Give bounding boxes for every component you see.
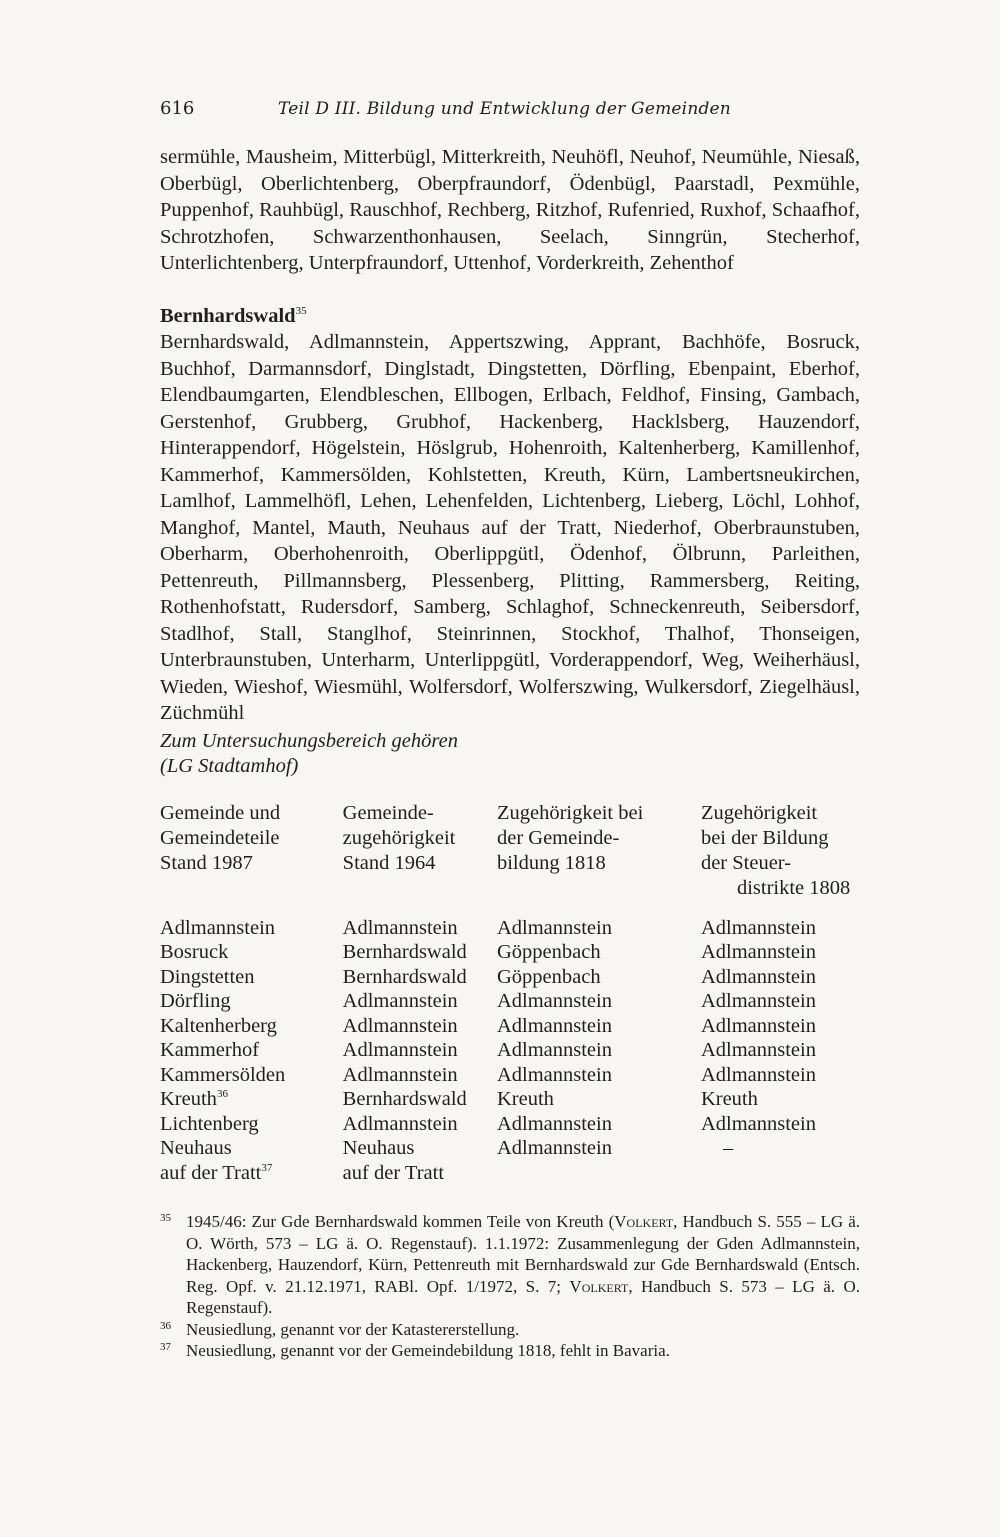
cell-1964: Adlmannstein <box>342 1014 458 1037</box>
cell-1964: Bernhardswald <box>342 941 467 963</box>
footnote-part: , Handbuch S. 555 – LG ä. O. Wörth, 573 – LG ä. O. Regenstauf). 1.1.1972: Zusammenlegung der Gden Adlmannstein, Hackenberg, Hauzendorf, Kürn, Pettenreuth mit Bernhardswald zur Gde Bernhardswald (Entsch. Reg. Opf. v. 21.12.1971, RABl. Opf. 1/1972, S. 7; <box>186 1212 860 1296</box>
footnote-35 <box>160 1211 860 1319</box>
header-line: Gemeinde- <box>342 801 434 824</box>
cell-municipality: Kammerhof <box>160 1039 260 1061</box>
cell-1808: Adlmannstein <box>700 965 816 988</box>
cell-text: auf der Tratt <box>160 1161 262 1184</box>
cell-municipality: Dörfling <box>160 990 231 1012</box>
header-line: Gemeinde und <box>160 801 281 824</box>
table-row <box>160 1136 860 1161</box>
footnote-text: Neusiedlung, genannt vor der Gemeindebildung 1818, fehlt in Bavaria. <box>186 1341 670 1360</box>
col-header-2 <box>343 801 497 916</box>
cell-municipality: Kaltenherberg <box>160 1014 277 1037</box>
cell-municipality: Adlmannstein <box>160 916 276 939</box>
cell-municipality: Lichtenberg <box>160 1112 259 1135</box>
header-line: zugehörigkeit <box>342 826 456 849</box>
cell-1808: – <box>722 1137 734 1159</box>
cell-1818: Adlmannstein <box>496 1063 612 1086</box>
page-number: 616 <box>160 98 195 119</box>
cell-1964: auf der Tratt <box>342 1161 445 1184</box>
header-line: distrikte 1808 <box>736 876 851 899</box>
intro-paragraph: sermühle, Mausheim, Mitterbügl, Mitterkreith, Neuhöfl, Neuhof, Neumühle, Niesaß, Oberbügl, Oberlichtenberg, Oberpfraundorf, Ödenbügl, Paarstadl, Pexmühle, Puppenhof, Rauhbügl, Rauschhof, Rechberg, Ritzhof, Rufenried, Ruxhof, Schaafhof, Schrotzhofen, Schwarzenthonhausen, Seelach, Sinngrün, Stecherhof, Unterlichtenberg, Unterpfraundorf, Uttenhof, Vorderkreith, Zehenthof <box>160 146 860 274</box>
footnote-part: , Handbuch S. 573 – LG ä. O. Regenstauf). <box>186 1276 860 1317</box>
table-header-row <box>160 801 860 916</box>
cell-municipality <box>160 1161 343 1186</box>
header-line: Zugehörigkeit <box>700 801 818 824</box>
cell-1964: Adlmannstein <box>342 1039 458 1061</box>
cell-1808: Adlmannstein <box>700 916 816 939</box>
section-subtitle <box>160 729 860 779</box>
cell-1818: Adlmannstein <box>496 1014 612 1037</box>
header-line: Stand 1964 <box>342 851 436 874</box>
col-header-4 <box>701 801 860 916</box>
cell-1964: Adlmannstein <box>342 990 458 1012</box>
cell-1808: Adlmannstein <box>700 1063 816 1086</box>
cell-municipality: Dingstetten <box>160 965 255 988</box>
cell-1818: Adlmannstein <box>496 1039 612 1061</box>
cell-1818: Göppenbach <box>496 965 601 988</box>
footnote-number: 37 <box>160 1341 171 1353</box>
cell-1818: Adlmannstein <box>496 990 612 1012</box>
footnote-ref-35: 35 <box>295 304 307 317</box>
footnote-number: 36 <box>160 1319 171 1332</box>
table-row <box>160 965 860 990</box>
table-row <box>160 1038 860 1063</box>
cell-1964: Adlmannstein <box>342 1063 458 1086</box>
footnote-number: 35 <box>160 1212 171 1224</box>
section-title-text: Bernhardswald <box>160 304 296 327</box>
cell-municipality: Bosruck <box>160 941 229 963</box>
table-row <box>160 989 860 1014</box>
footnotes <box>160 1211 860 1362</box>
header-line: bei der Bildung <box>700 826 829 849</box>
cell-1818: Göppenbach <box>496 941 601 963</box>
footnote-text <box>186 1211 860 1319</box>
col-header-1 <box>160 801 343 916</box>
footnote-part: 1945/46: Zur Gde Bernhardswald kommen Teile von Kreuth ( <box>186 1212 615 1231</box>
footnote-ref-36: 36 <box>216 1088 228 1101</box>
cell-municipality: Kammersölden <box>160 1063 286 1086</box>
author-name: Volkert <box>569 1276 629 1296</box>
cell-1818: Kreuth <box>496 1088 554 1110</box>
header-line: der Steuer- <box>700 851 792 874</box>
cell-1964: Neuhaus <box>342 1137 415 1159</box>
cell-1964: Bernhardswald <box>342 1088 467 1110</box>
municipality-table <box>160 801 860 1186</box>
header-line: der Gemeinde- <box>496 826 620 849</box>
cell-1964: Adlmannstein <box>342 1112 458 1135</box>
cell-municipality <box>160 1087 343 1112</box>
cell-1808: Kreuth <box>700 1088 758 1110</box>
table-row <box>160 1112 860 1137</box>
cell-1808: Adlmannstein <box>700 1112 816 1135</box>
cell-1964: Adlmannstein <box>342 916 458 939</box>
subtitle-line-1: Zum Untersuchungsbereich gehören <box>160 729 458 752</box>
table-row <box>160 1063 860 1088</box>
author-name: Volkert <box>614 1212 674 1231</box>
cell-1808: Adlmannstein <box>700 990 816 1012</box>
section-title <box>160 303 860 330</box>
page-header <box>160 98 860 128</box>
table-row <box>160 1087 860 1112</box>
section-paragraph: Bernhardswald, Adlmannstein, Appertszwing, Apprant, Bachhöfe, Bosruck, Buchhof, Darmannsdorf, Dinglstadt, Dingstetten, Dörfling, Ebenpaint, Eberhof, Elendbaumgarten, Elendbleschen, Ellbogen, Erlbach, Feldhof, Finsing, Gambach, Gerstenhof, Grubberg, Grubhof, Hackenberg, Hacklsberg, Hauzendorf, Hinterappendorf, Högelstein, Höslgrub, Hohenroith, Kaltenherberg, Kamillenhof, Kammerhof, Kammersölden, Kohlstetten, Kreuth, Kürn, Lambertsneukirchen, Lamlhof, Lammelhöfl, Lehen, Lehenfelden, Lichtenberg, Lieberg, Löchl, Lohhof, Manghof, Mantel, Mauth, Neuhaus auf der Tratt, Niederhof, Oberbraunstuben, Oberharm, Oberhohenroith, Oberlippgütl, Ödenhof, Ölbrunn, Parleithen, Pettenreuth, Pillmannsberg, Plessenberg, Plitting, Rammersberg, Reiting, Rothenhofstatt, Rudersdorf, Samberg, Schlaghof, Schneckenreuth, Seibersdorf, Stadlhof, Stall, Stanglhof, Steinrinnen, Stockhof, Thalhof, Thonseigen, Unterbraunstuben, Unterharm, Unterlippgütl, Vorderappendorf, Weg, Weiherhäusl, Wieden, Wieshof, Wiesmühl, Wolfersdorf, Wolferszwing, Wulkersdorf, Ziegelhäusl, Züchmühl <box>160 331 860 724</box>
table-row <box>160 940 860 965</box>
cell-1818: Adlmannstein <box>496 1112 612 1135</box>
table-row <box>160 1014 860 1039</box>
footnote-ref-37: 37 <box>261 1161 273 1174</box>
footnote-37 <box>160 1340 860 1362</box>
cell-1808: Adlmannstein <box>700 941 816 963</box>
cell-1808: Adlmannstein <box>700 1014 816 1037</box>
cell-1808: Adlmannstein <box>700 1039 816 1061</box>
table-row <box>160 1161 860 1186</box>
header-line: bildung 1818 <box>496 851 606 874</box>
document-page <box>160 98 860 1362</box>
subtitle-line-2: (LG Stadtamhof) <box>160 754 299 777</box>
running-head: Teil D III. Bildung und Entwicklung der Gemeinden <box>278 99 731 119</box>
cell-1818: Adlmannstein <box>496 1137 612 1159</box>
header-line: Stand 1987 <box>160 851 253 874</box>
col-header-3 <box>497 801 701 916</box>
footnote-36 <box>160 1319 860 1341</box>
table-row <box>160 916 860 941</box>
footnote-text: Neusiedlung, genannt vor der Katastererstellung. <box>186 1319 520 1339</box>
cell-1818: Adlmannstein <box>496 916 612 939</box>
cell-1808 <box>701 1161 860 1186</box>
header-line: Zugehörigkeit bei <box>496 801 644 824</box>
cell-municipality: Neuhaus <box>160 1137 232 1159</box>
cell-1818 <box>497 1161 701 1186</box>
header-line: Gemeindeteile <box>160 826 280 849</box>
cell-text: Kreuth <box>160 1088 217 1110</box>
cell-1964: Bernhardswald <box>342 965 467 988</box>
